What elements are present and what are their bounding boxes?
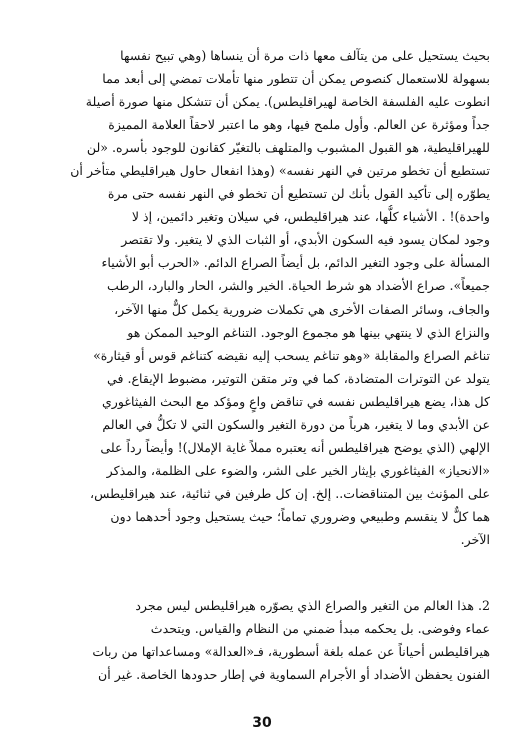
text-line: الفنون يحفظن الأضداد أو الأجرام السماوية في إطار حدودها الخاصة. غير أن — [98, 667, 490, 683]
text-line: كل هذا، يضع هيراقليطس نفسه في تناقض واعٍ ومؤكد مع البحث الفيثاغوري — [101, 393, 490, 409]
text-line: هما كلٌّ لا ينقسم وطبيعي وضروري تماماً؛ حيث يستحيل وجود أحدهما دون — [110, 508, 490, 524]
text-line: على المؤنث بين المتناقضات.. إلخ. إن كل طرفين في ثنائية، عند هيراقليطس، — [90, 485, 490, 501]
text-line: والنزاع الذي لا ينتهي بينها هو مجموع الوجود. التناغم الوحيد الممكن هو — [127, 324, 490, 340]
text-line: يطوّره إلى تأكيد القول بأنك لن تستطيع أن تخطو في النهر نفسه حتى مرة — [107, 186, 490, 202]
text-line: المسألة على وجود التغير الدائم، بل أيضاً الصراع الدائم. «الحرب أبو الأشياء — [101, 255, 490, 271]
text-line: 2. هذا العالم من التغير والصراع الذي يصوّره هيراقليطس ليس مجرد — [135, 598, 490, 613]
text-line: يتولد عن التوترات المتضادة، كما في وتر متقن التوتير، مضبوط الإيقاع. في — [107, 370, 490, 386]
text-line: واحدة)! . الأشياء كلُّها، عند هيراقليطس، في سيلان وتغير دائمين، إذ لا — [131, 209, 490, 225]
text-line: انطوت عليه الفلسفة الخاصة لهيراقليطس). يمكن أن تتشكل منها صورة أصيلة — [85, 94, 490, 110]
text-line: وجود لمكان يسود فيه السكون الأبدي، أو الثبات الذي لا يتغير. ولا تقتصر — [121, 232, 490, 248]
text-line: عن الأبدي وما لا يتغير، هرباً من دورة التغير والسكون التي لا تكلُّ في العالم — [102, 416, 490, 432]
text-line: تناغم الصراع والمقابلة «وهو تناغم يسحب إليه نقيضه كتناغم قوس أو قيثارة» — [93, 347, 490, 363]
text-line: تستطيع أن تخطو مرتين في النهر نفسه» (وهذا انفعال حاول هيراقليطي متأخر أن — [70, 163, 490, 179]
text-line: «الانحياز» الفيثاغوري بإيثار الخير على الشر، والضوء على الظلمة، والمذكر — [106, 462, 490, 478]
text-line: بسهولة للاستعمال كنصوص يمكن أن تتطور منها تأملات تمضي إلى أبعد مما — [102, 71, 490, 87]
text-line: هيراقليطس أحياناً عن عمله بلغة أسطورية، فـ«العدالة» ومساعداتها من ربات — [92, 644, 490, 660]
text-line: للهيراقليطية، هو القبول المشبوب والمتلهف بالتغيّر كقانون للوجود بأسره. «لن — [86, 140, 490, 156]
text-line: والجاف، وسائر الصفات الأخرى هي تكملات ضرورية يكمل كلٌّ منها الآخر، — [114, 301, 490, 317]
page-number: 30 — [252, 715, 272, 731]
paragraph-2 — [34, 594, 490, 686]
text-line: بحيث يستحيل على من يتآلف معها ذات مرة أن ينساها (وهي تبيح نفسها — [120, 48, 490, 63]
text-line: الإلهي (الذي يوضح هيراقليطس أنه يعتبره مملاً غاية الإملال)! وأيضاً رداً على — [100, 439, 490, 455]
text-line: الآخر. — [460, 531, 490, 547]
text-line: عماء وفوضى. بل يحكمه مبدأ ضمني من النظام والقياس. ويتحدث — [150, 621, 490, 637]
text-line: جميعاً». صراع الأضداد هو شرط الحياة. الخير والشر، الحار والبارد، الرطب — [106, 278, 490, 294]
text-line: جداً ومؤثرة عن العالم. وأول ملمح فيها، وهو ما اعتبر لاحقاً العلامة المميزة — [108, 117, 490, 133]
paragraph-1 — [34, 44, 490, 551]
